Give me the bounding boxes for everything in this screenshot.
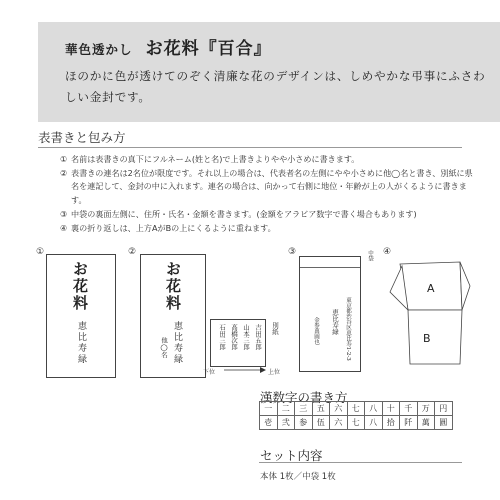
figure-2-list-label: 別紙 <box>271 322 279 335</box>
figure-3-number: ③ <box>288 247 297 257</box>
kanji-cell: 弐 <box>277 416 295 430</box>
kanji-cell: 六 <box>330 416 348 430</box>
figure-1-number: ① <box>36 247 45 257</box>
kanji-row-standard <box>260 402 453 416</box>
set-contents-title: セット内容 <box>260 448 323 463</box>
product-description: ほのかに色が透けてのぞく清廉な花のデザインは、しめやかな弔事にふさわしい金封です。 <box>65 69 486 104</box>
list-name-1: 吉田五郎 <box>254 324 262 350</box>
note-number: ③ <box>60 208 68 219</box>
kanji-cell: 阡 <box>400 416 418 430</box>
figure-3-label: 中袋 <box>367 250 373 261</box>
section-title-wrapping: 表書きと包み方 <box>38 130 126 145</box>
kanji-cell: 七 <box>347 416 365 430</box>
kanji-row-formal <box>260 416 453 430</box>
figure-2-others: 他◯名 <box>160 337 168 358</box>
note-text: 裏の折り返しは、上方AがBの上にくるように重ねます。 <box>71 222 276 233</box>
list-name-4: 石田三郎 <box>218 324 226 350</box>
product-name: お花料『百合』 <box>145 39 272 59</box>
figure-3-amount: 金参萬圓也 <box>313 317 319 345</box>
note-number: ④ <box>60 222 68 233</box>
notes-list <box>60 153 480 235</box>
flap-a-label: A <box>427 282 435 295</box>
note-number: ① <box>60 154 68 164</box>
product-header-banner <box>38 22 500 122</box>
note-text: 表書きの連名は2名位が限度です。それ以上の場合は、代表者名の左側にやや小さめに他◯名と書き、別紙に県名を連記して、金封の中に入れます。連名の場合は、向かって右側に地位・年齢が上の人がくるように書きます。 <box>71 167 473 206</box>
note-text: 名前は表書きの真下にフルネーム(姓と名)で上書きよりやや小さめに書きます。 <box>71 154 360 164</box>
set-contents-divider <box>259 462 462 463</box>
kanji-cell: 圓 <box>435 416 453 430</box>
list-name-3: 高橋次郎 <box>230 324 238 350</box>
list-name-2: 山本三郎 <box>242 324 250 350</box>
figure-2-list-sheet <box>210 319 266 367</box>
brand-name: 華色透かし <box>65 42 133 57</box>
kanji-numbers-title: 漢数字の書き方 <box>260 390 348 405</box>
kanji-cell: 万 <box>417 402 435 416</box>
section-divider <box>38 147 462 148</box>
figure-2-number: ② <box>128 247 137 257</box>
kanji-cell: 参 <box>295 416 313 430</box>
kanji-cell: 拾 <box>382 416 400 430</box>
kanji-numbers-table <box>259 401 453 430</box>
figure-1-title: お花料 <box>71 261 89 312</box>
figure-3-name: 恵比寿緑 <box>331 309 339 335</box>
note-text: 中袋の裏面左側に、住所・氏名・金額を書きます。(金額をアラビア数字で書く場合もあります) <box>71 208 417 219</box>
flap-b-label: B <box>423 332 431 345</box>
kanji-cell: 三 <box>295 402 313 416</box>
note-item-4 <box>60 222 480 236</box>
kanji-cell: 一 <box>260 402 278 416</box>
product-title-row <box>65 34 272 59</box>
kanji-cell: 壱 <box>260 416 278 430</box>
kanji-cell: 八 <box>365 402 383 416</box>
figure-3-address: 東京都渋谷区恵比寿1-2-3 <box>345 297 351 361</box>
kanji-cell: 八 <box>365 416 383 430</box>
set-contents-text: 本体 1枚／中袋 1枚 <box>260 472 336 482</box>
inner-envelope-flap-line <box>300 267 360 268</box>
figure-4-folding-diagram <box>380 252 480 372</box>
note-item-2 <box>60 167 480 208</box>
note-item-1 <box>60 153 480 167</box>
figure-1-name: 恵比寿緑 <box>76 321 86 365</box>
kanji-cell: 二 <box>277 402 295 416</box>
figure-2-name: 恵比寿緑 <box>172 321 182 365</box>
kanji-cell: 七 <box>347 402 365 416</box>
arrow-label-upper: 上位 <box>268 369 281 376</box>
kanji-cell: 円 <box>435 402 453 416</box>
note-number: ② <box>60 167 68 178</box>
kanji-cell: 千 <box>400 402 418 416</box>
figure-4-number: ④ <box>383 247 392 257</box>
kanji-cell: 五 <box>312 402 330 416</box>
note-item-3 <box>60 208 480 222</box>
arrow-label-lower: 下位 <box>203 369 216 376</box>
kanji-cell: 伍 <box>312 416 330 430</box>
kanji-cell: 六 <box>330 402 348 416</box>
figure-3-inner-envelope <box>299 256 361 372</box>
figure-2-title: お花料 <box>164 261 182 312</box>
kanji-cell: 十 <box>382 402 400 416</box>
kanji-cell: 萬 <box>417 416 435 430</box>
figure-2-envelope <box>140 254 206 378</box>
figure-1-envelope <box>46 254 116 378</box>
